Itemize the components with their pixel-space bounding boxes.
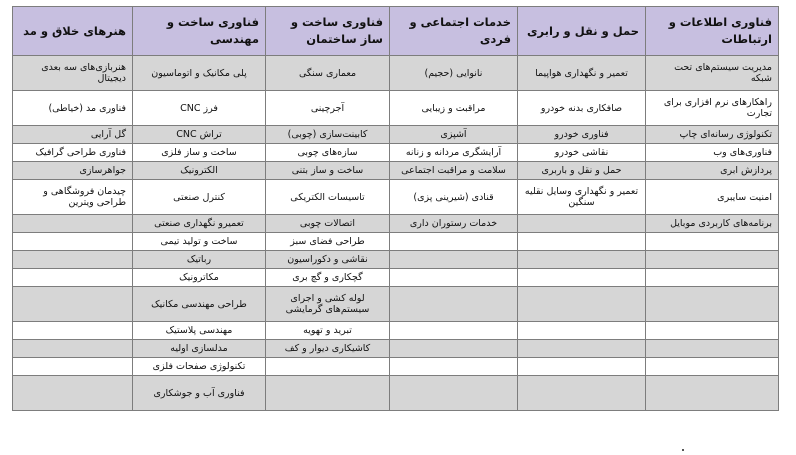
table-cell: ساخت و ساز بتنی <box>266 162 390 180</box>
header-engineering: فناوری ساخت و مهندسی <box>133 7 266 56</box>
table-cell: فناوری‌های وب <box>646 144 779 162</box>
table-cell: تکنولوژی رسانه‌ای چاپ <box>646 126 779 144</box>
table-cell: برنامه‌های کاربردی موبایل <box>646 215 779 233</box>
table-cell <box>518 287 646 322</box>
table-cell: گچکاری و گچ بری <box>266 269 390 287</box>
table-cell: کاشیکاری دیوار و کف <box>266 340 390 358</box>
table-cell <box>518 376 646 411</box>
table-cell: پلی مکانیک و اتوماسیون <box>133 56 266 91</box>
table-cell <box>13 215 133 233</box>
table-cell: چیدمان فروشگاهی و طراحی ویترین <box>13 180 133 215</box>
table-cell <box>390 376 518 411</box>
table-cell <box>13 269 133 287</box>
table-cell <box>518 322 646 340</box>
table-cell: نقاشی خودرو <box>518 144 646 162</box>
table-cell <box>390 251 518 269</box>
table-cell: فناوری مد (خیاطی) <box>13 91 133 126</box>
table-cell <box>646 376 779 411</box>
table-cell: مکاترونیک <box>133 269 266 287</box>
table-cell <box>13 376 133 411</box>
table-cell: فرز CNC <box>133 91 266 126</box>
table-cell: پردازش ابری <box>646 162 779 180</box>
table-row <box>13 162 779 180</box>
table-cell <box>13 251 133 269</box>
table-cell <box>266 358 390 376</box>
table-row <box>13 269 779 287</box>
table-cell: الکترونیک <box>133 162 266 180</box>
table-cell: هنربازی‌های سه بعدی دیجیتال <box>13 56 133 91</box>
table-cell <box>266 376 390 411</box>
table-cell: کنترل صنعتی <box>133 180 266 215</box>
table-row <box>13 251 779 269</box>
table-cell <box>518 340 646 358</box>
table-cell: سلامت و مراقبت اجتماعی <box>390 162 518 180</box>
table-cell: کابینت‌سازی (چوبی) <box>266 126 390 144</box>
table-cell <box>518 215 646 233</box>
table-cell <box>518 233 646 251</box>
table-cell: طراحی مهندسی مکانیک <box>133 287 266 322</box>
table-row <box>13 376 779 411</box>
table-cell <box>646 340 779 358</box>
header-transport: حمل و نقل و رابری <box>518 7 646 56</box>
table-cell <box>13 322 133 340</box>
stray-dot <box>682 449 684 451</box>
table-cell: لوله کشی و اجرای سیستم‌های گرمایشی <box>266 287 390 322</box>
table-cell: رباتیک <box>133 251 266 269</box>
table-cell: فناوری طراحی گرافیک <box>13 144 133 162</box>
table-cell <box>646 269 779 287</box>
table-row <box>13 144 779 162</box>
table-cell: مدلسازی اولیه <box>133 340 266 358</box>
header-construction: فناوری ساخت و ساز ساختمان <box>266 7 390 56</box>
table-cell: آشپزی <box>390 126 518 144</box>
table-row <box>13 340 779 358</box>
table-row <box>13 56 779 91</box>
table-cell: جواهرسازی <box>13 162 133 180</box>
table-cell <box>390 287 518 322</box>
table-cell <box>646 358 779 376</box>
table-row <box>13 287 779 322</box>
table-cell: امنیت سایبری <box>646 180 779 215</box>
table-cell <box>390 340 518 358</box>
table-cell: ساخت و تولید تیمی <box>133 233 266 251</box>
table-cell: اتصالات چوبی <box>266 215 390 233</box>
table-cell <box>390 269 518 287</box>
table-cell <box>13 287 133 322</box>
table-cell: آجرچینی <box>266 91 390 126</box>
table-row <box>13 233 779 251</box>
table-cell: فناوری خودرو <box>518 126 646 144</box>
table-cell: تبرید و تهویه <box>266 322 390 340</box>
table-cell: تراش CNC <box>133 126 266 144</box>
table-cell: مهندسی پلاستیک <box>133 322 266 340</box>
table-cell: حمل و نقل و باربری <box>518 162 646 180</box>
table-cell <box>390 322 518 340</box>
table-cell: تعمیرو نگهداری صنعتی <box>133 215 266 233</box>
table-cell <box>13 233 133 251</box>
table-cell: نانوایی (حجیم) <box>390 56 518 91</box>
table-cell <box>646 251 779 269</box>
table-row <box>13 91 779 126</box>
table-row <box>13 180 779 215</box>
table-cell: مدیریت سیستم‌های تحت شبکه <box>646 56 779 91</box>
skills-table <box>12 6 779 411</box>
table-cell <box>13 358 133 376</box>
table-cell: تکنولوژی صفحات فلزی <box>133 358 266 376</box>
table-cell: قنادی (شیرینی پزی) <box>390 180 518 215</box>
table-cell: تعمیر و نگهداری هواپیما <box>518 56 646 91</box>
table-row <box>13 126 779 144</box>
table-cell <box>646 287 779 322</box>
skills-table-container <box>12 6 778 411</box>
table-cell: خدمات رستوران داری <box>390 215 518 233</box>
table-cell <box>646 233 779 251</box>
table-cell <box>390 358 518 376</box>
table-cell <box>390 233 518 251</box>
table-cell: تاسیسات الکتریکی <box>266 180 390 215</box>
header-row <box>13 7 779 56</box>
table-row <box>13 322 779 340</box>
table-cell: مراقبت و زیبایی <box>390 91 518 126</box>
table-cell: راهکارهای نرم افزاری برای تجارت <box>646 91 779 126</box>
header-social-services: خدمات اجتماعی و فردی <box>390 7 518 56</box>
table-row <box>13 215 779 233</box>
table-cell <box>646 322 779 340</box>
header-creative-arts: هنرهای خلاق و مد <box>13 7 133 56</box>
table-cell: آرایشگری مردانه و زنانه <box>390 144 518 162</box>
table-cell <box>518 269 646 287</box>
table-cell: معماری سنگی <box>266 56 390 91</box>
table-cell <box>518 251 646 269</box>
table-cell <box>518 358 646 376</box>
table-cell: تعمیر و نگهداری وسایل نقلیه سنگین <box>518 180 646 215</box>
table-cell: صافکاری بدنه خودرو <box>518 91 646 126</box>
table-row <box>13 358 779 376</box>
table-cell <box>13 340 133 358</box>
table-cell: نقاشی و دکوراسیون <box>266 251 390 269</box>
table-cell: گل آرایی <box>13 126 133 144</box>
table-cell: فناوری آب و جوشکاری <box>133 376 266 411</box>
header-ict: فناوری اطلاعات و ارتباطات <box>646 7 779 56</box>
table-cell: ساخت و ساز فلزی <box>133 144 266 162</box>
table-cell: سازه‌های چوبی <box>266 144 390 162</box>
table-cell: طراحی فضای سبز <box>266 233 390 251</box>
